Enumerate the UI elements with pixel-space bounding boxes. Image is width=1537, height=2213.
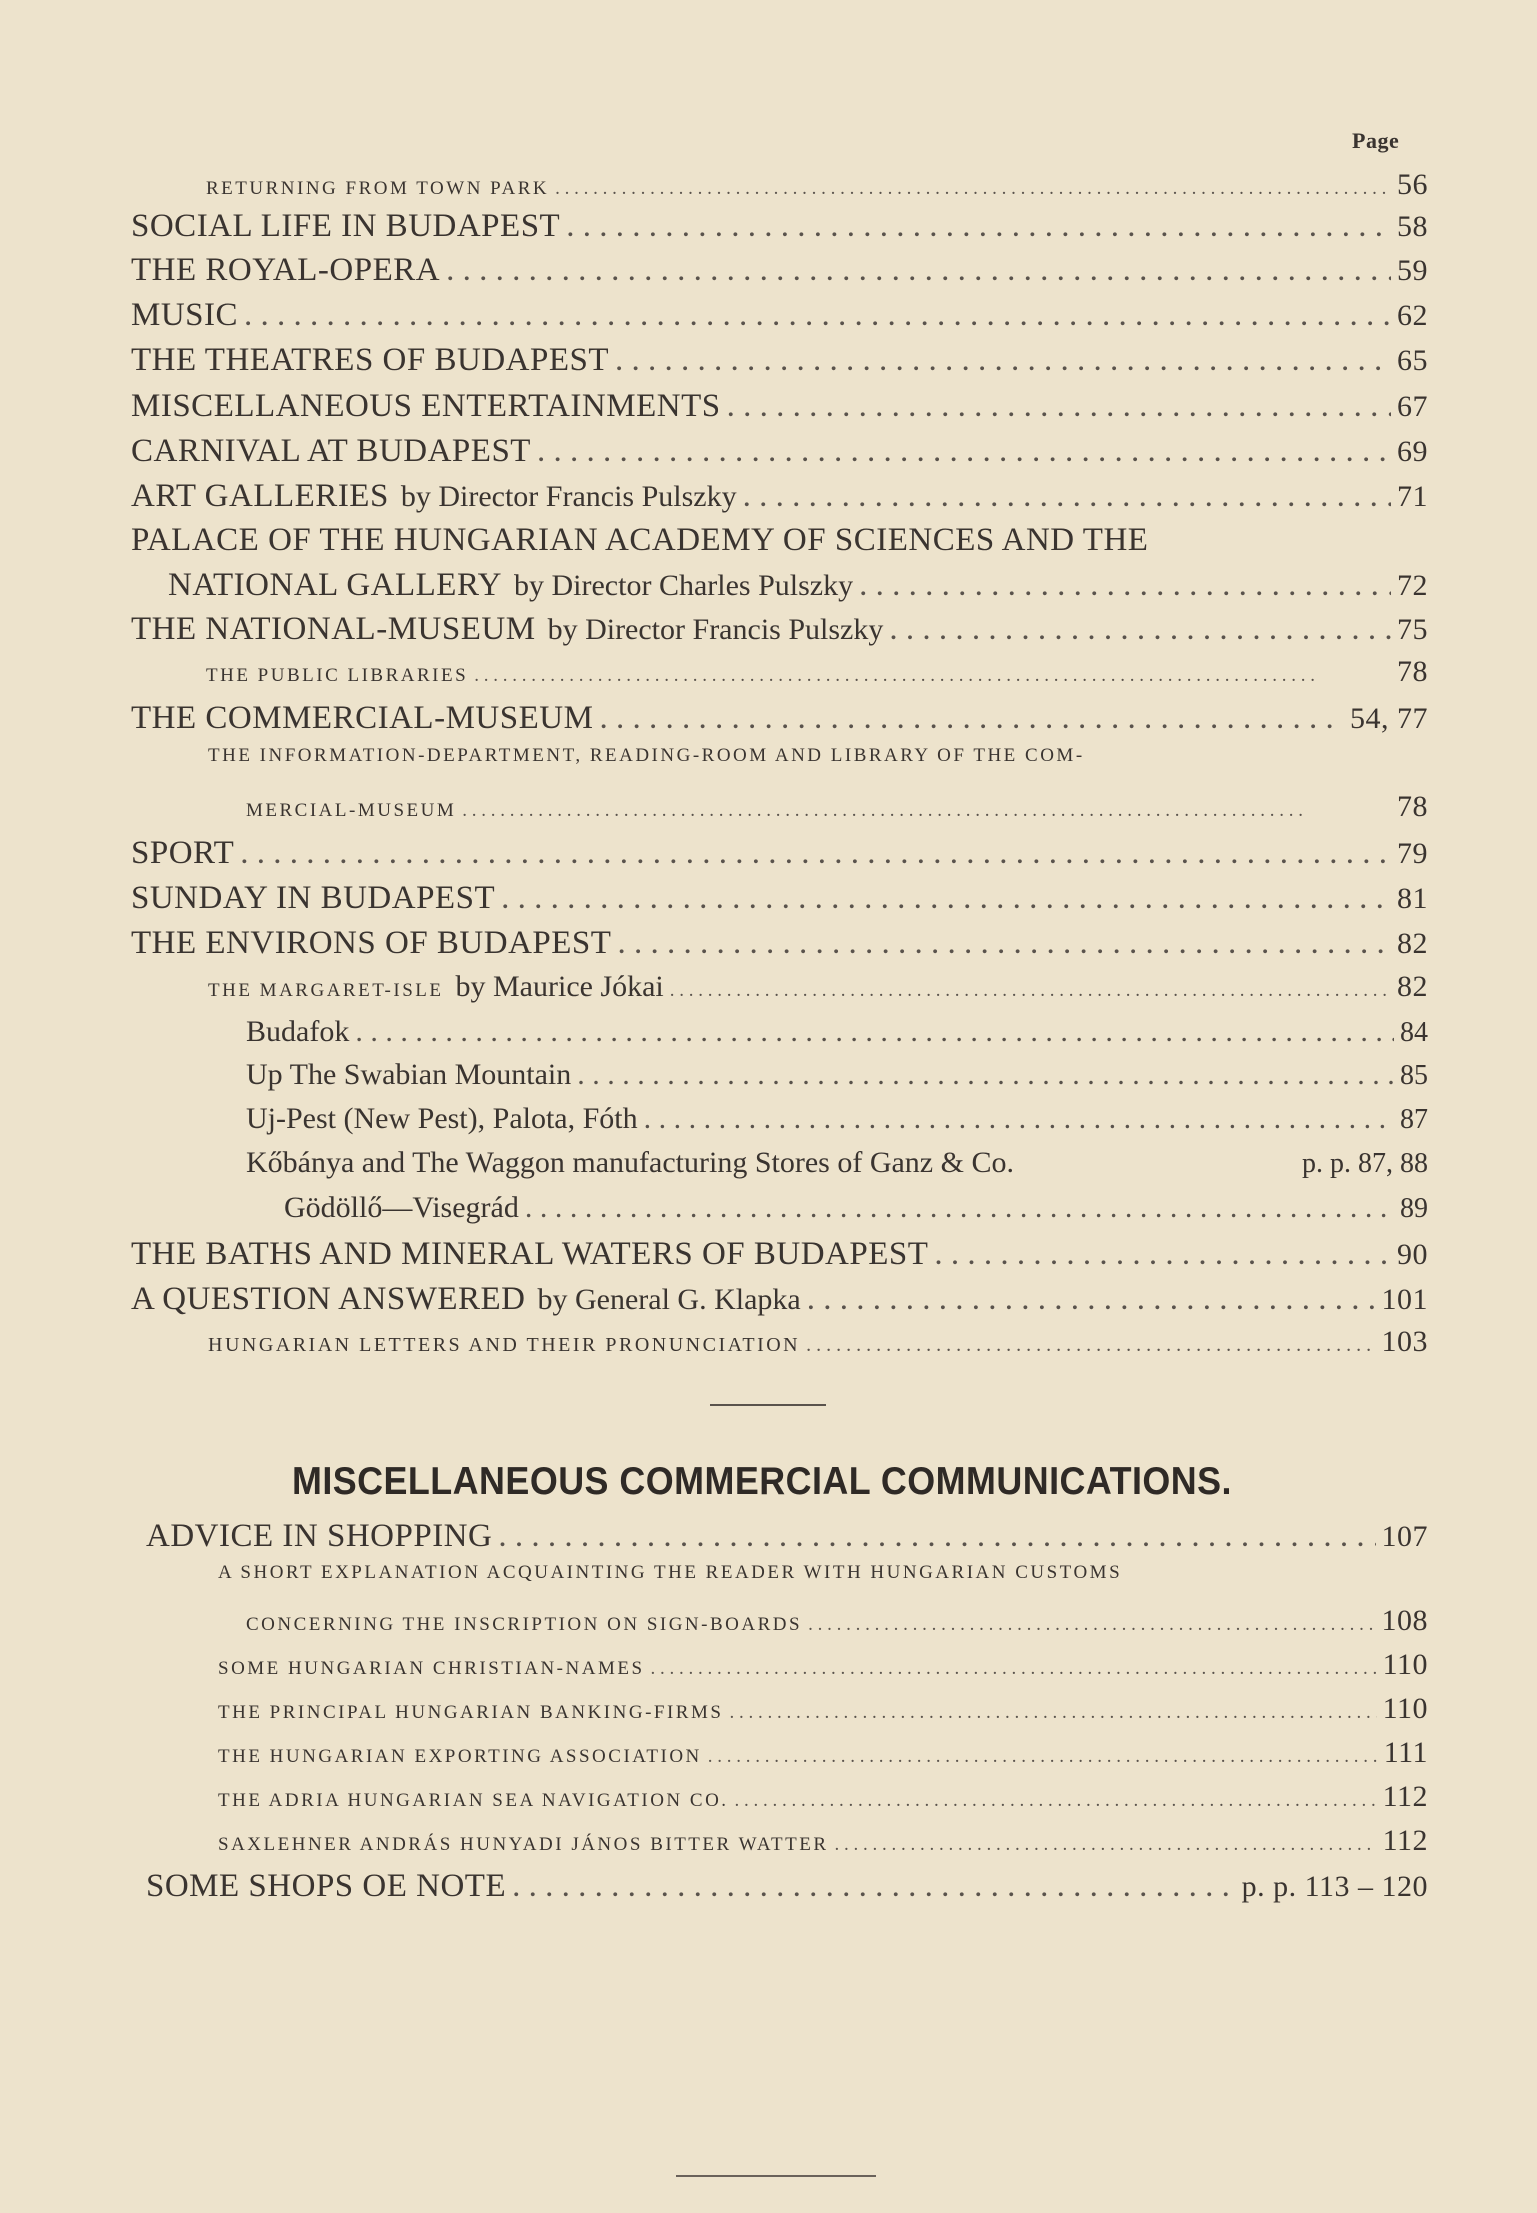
dot-leader (512, 1868, 1235, 1905)
dot-leader (446, 252, 1391, 289)
toc-entry (218, 1562, 1428, 1602)
toc-entry-title: MISCELLANEOUS ENTERTAINMENTS (131, 388, 721, 424)
toc-entry (131, 1281, 1428, 1321)
toc-entry-title: THE INFORMATION-DEPARTMENT, READING-ROOM AND LIBRARY OF THE COM- (208, 745, 1085, 766)
toc-entry-title: SOCIAL LIFE IN BUDAPEST (131, 208, 561, 244)
toc-entry-title: THE MARGARET-ISLE (208, 980, 444, 1001)
toc-entry (246, 1102, 1428, 1142)
toc-entry-title: THE NATIONAL-MUSEUM (131, 611, 536, 647)
toc-entry (218, 1692, 1428, 1732)
toc-entry-title: Uj-Pest (New Pest), Palota, Fóth (246, 1102, 638, 1135)
dot-leader (615, 342, 1391, 379)
toc-entry-page: 82 (1397, 970, 1428, 1003)
toc-entry (131, 611, 1428, 651)
toc-entry-page: 81 (1397, 882, 1428, 915)
toc-entry-title: THE PRINCIPAL HUNGARIAN BANKING-FIRMS (218, 1702, 724, 1723)
toc-entry-title: Up The Swabian Mountain (246, 1058, 572, 1091)
toc-entry-title: MERCIAL-MUSEUM (246, 800, 457, 821)
dot-leader (498, 1518, 1375, 1555)
toc-entry-title: SPORT (131, 835, 235, 871)
toc-entry-page: 84 (1400, 1017, 1428, 1048)
section-heading: MISCELLANEOUS COMMERCIAL COMMUNICATIONS. (292, 1460, 1232, 1503)
dot-leader (599, 700, 1344, 737)
dot-leader (835, 1834, 1377, 1856)
dot-leader (501, 880, 1391, 917)
toc-entry (131, 388, 1428, 428)
dot-leader (708, 1746, 1378, 1768)
dot-leader (735, 1790, 1377, 1812)
dot-leader (644, 1102, 1394, 1136)
toc-entry (168, 567, 1428, 607)
toc-entry-title: Gödöllő—Visegrád (284, 1191, 519, 1224)
toc-entry-page: 101 (1381, 1283, 1428, 1316)
toc-entry-author: by Director Francis Pulszky (547, 613, 884, 646)
toc-entry (146, 1518, 1428, 1558)
dot-leader (729, 1702, 1376, 1724)
dot-leader (651, 1658, 1377, 1680)
toc-entry-title: SOME HUNGARIAN CHRISTIAN-NAMES (218, 1658, 645, 1679)
toc-entry-page: 54, 77 (1350, 702, 1428, 735)
toc-entry (246, 1146, 1428, 1186)
toc-entry-page: 75 (1397, 613, 1428, 646)
dot-leader (859, 567, 1391, 604)
toc-entry-title: THE BATHS AND MINERAL WATERS OF BUDAPEST (131, 1236, 929, 1272)
toc-entry-page: 110 (1382, 1648, 1428, 1681)
toc-entry-page: 90 (1397, 1238, 1428, 1271)
toc-entry (131, 880, 1428, 920)
toc-entry-page: 67 (1397, 390, 1428, 423)
toc-entry-page: 89 (1400, 1193, 1428, 1224)
toc-entry (218, 1824, 1428, 1864)
toc-entry (208, 745, 1428, 785)
toc-entry-page: 79 (1397, 837, 1428, 870)
toc-entry-title: ART GALLERIES (131, 478, 389, 514)
dot-leader (743, 478, 1391, 515)
toc-entry-title: A QUESTION ANSWERED (131, 1281, 526, 1317)
toc-entry (246, 1058, 1428, 1098)
page-column-label: Page (1352, 128, 1400, 153)
toc-entry-page: 72 (1397, 569, 1428, 602)
toc-entry-page: 82 (1397, 927, 1428, 960)
dot-leader (808, 1614, 1375, 1636)
toc-entry-page: 56 (1397, 168, 1428, 201)
toc-entry-page: 69 (1397, 435, 1428, 468)
dot-leader (727, 388, 1391, 425)
toc-entry-page: 65 (1397, 344, 1428, 377)
toc-entry (131, 1236, 1428, 1276)
toc-entry-title: CARNIVAL AT BUDAPEST (131, 433, 531, 469)
toc-entry-title: A SHORT EXPLANATION ACQUAINTING THE READER WITH HUNGARIAN CUSTOMS (218, 1562, 1123, 1583)
toc-entry-title: MUSIC (131, 297, 239, 333)
toc-entry-page: 85 (1400, 1060, 1428, 1091)
toc-entry-title: RETURNING FROM TOWN PARK (206, 178, 550, 199)
dot-leader (525, 1191, 1394, 1225)
dot-leader (807, 1281, 1376, 1318)
toc-entry-title: THE ADRIA HUNGARIAN SEA NAVIGATION CO. (218, 1790, 729, 1811)
toc-entry (131, 297, 1428, 337)
toc-entry (131, 208, 1428, 248)
toc-entry-title: THE ENVIRONS OF BUDAPEST (131, 925, 612, 961)
dot-leader (555, 178, 1391, 200)
toc-entry-title: NATIONAL GALLERY (168, 567, 502, 603)
toc-entry (246, 790, 1428, 830)
toc-entry-page: p. p. 113 – 120 (1241, 1870, 1428, 1903)
dot-leader (462, 800, 1391, 822)
toc-entry (131, 433, 1428, 473)
dot-leader (670, 980, 1391, 1002)
toc-entry-title: THE THEATRES OF BUDAPEST (131, 342, 610, 378)
toc-entry-page: 71 (1397, 480, 1428, 513)
toc-entry (246, 1015, 1428, 1055)
toc-entry-title: THE ROYAL-OPERA (131, 252, 441, 288)
toc-entry-title: CONCERNING THE INSCRIPTION ON SIGN-BOARDS (246, 1614, 803, 1635)
toc-entry (208, 970, 1428, 1010)
toc-entry (131, 522, 1428, 562)
toc-entry-page: 110 (1382, 1692, 1428, 1725)
section-divider (710, 1404, 826, 1406)
dot-leader (537, 433, 1391, 470)
toc-entry (131, 835, 1428, 875)
toc-entry (206, 655, 1428, 695)
dot-leader (889, 611, 1391, 648)
toc-entry-page: 58 (1397, 210, 1428, 243)
toc-entry (131, 925, 1428, 965)
toc-entry-page: 111 (1383, 1736, 1428, 1769)
toc-entry-page: 107 (1381, 1520, 1428, 1553)
toc-entry-title: Kőbánya and The Waggon manufacturing Stores of Ganz & Co. (246, 1146, 1014, 1179)
toc-entry-title: THE PUBLIC LIBRARIES (206, 665, 469, 686)
toc-entry-title: THE COMMERCIAL-MUSEUM (131, 700, 594, 736)
toc-entry-title: PALACE OF THE HUNGARIAN ACADEMY OF SCIENCES AND THE (131, 522, 1149, 558)
toc-entry (218, 1780, 1428, 1820)
toc-entry-page: 87 (1400, 1104, 1428, 1135)
toc-entry (206, 168, 1428, 208)
dot-leader (240, 835, 1391, 872)
toc-entry (131, 342, 1428, 382)
toc-entry-title: SOME SHOPS OE NOTE (146, 1868, 507, 1904)
toc-entry (208, 1325, 1428, 1365)
toc-entry (284, 1191, 1428, 1231)
toc-entry (218, 1736, 1428, 1776)
toc-entry-page: 112 (1382, 1824, 1428, 1857)
toc-entry (146, 1868, 1428, 1908)
toc-entry-author: by Director Francis Pulszky (400, 480, 737, 513)
dot-leader (934, 1236, 1391, 1273)
dot-leader (566, 208, 1391, 245)
toc-entry-author: by General G. Klapka (537, 1283, 801, 1316)
toc-entry-page: 62 (1397, 299, 1428, 332)
dot-leader (577, 1058, 1394, 1092)
dot-leader (617, 925, 1391, 962)
toc-entry-title: SAXLEHNER ANDRÁS HUNYADI JÁNOS BITTER WATTER (218, 1834, 829, 1855)
dot-leader (244, 297, 1391, 334)
toc-entry-author: by Director Charles Pulszky (514, 569, 854, 602)
toc-entry (246, 1604, 1428, 1644)
dot-leader (474, 665, 1391, 687)
dot-leader (806, 1334, 1375, 1357)
toc-entry-title: HUNGARIAN LETTERS AND THEIR PRONUNCIATION (208, 1334, 801, 1356)
toc-entry-page: 59 (1397, 254, 1428, 287)
toc-entry-author: by Maurice Jókai (455, 970, 664, 1003)
toc-entry (131, 252, 1428, 292)
toc-entry (131, 700, 1428, 740)
toc-entry (131, 478, 1428, 518)
toc-entry-page: 78 (1397, 655, 1428, 688)
toc-entry-page: 103 (1381, 1325, 1428, 1358)
bottom-divider (676, 2175, 876, 2177)
toc-entry-page: 112 (1382, 1780, 1428, 1813)
toc-entry-page: p. p. 87, 88 (1302, 1148, 1428, 1179)
toc-entry-title: THE HUNGARIAN EXPORTING ASSOCIATION (218, 1746, 702, 1767)
toc-entry-title: SUNDAY IN BUDAPEST (131, 880, 496, 916)
dot-leader (355, 1015, 1394, 1049)
toc-entry-page: 78 (1397, 790, 1428, 823)
toc-entry (218, 1648, 1428, 1688)
toc-entry-title: ADVICE IN SHOPPING (146, 1518, 493, 1554)
toc-entry-page: 108 (1381, 1604, 1428, 1637)
toc-entry-title: Budafok (246, 1015, 350, 1048)
